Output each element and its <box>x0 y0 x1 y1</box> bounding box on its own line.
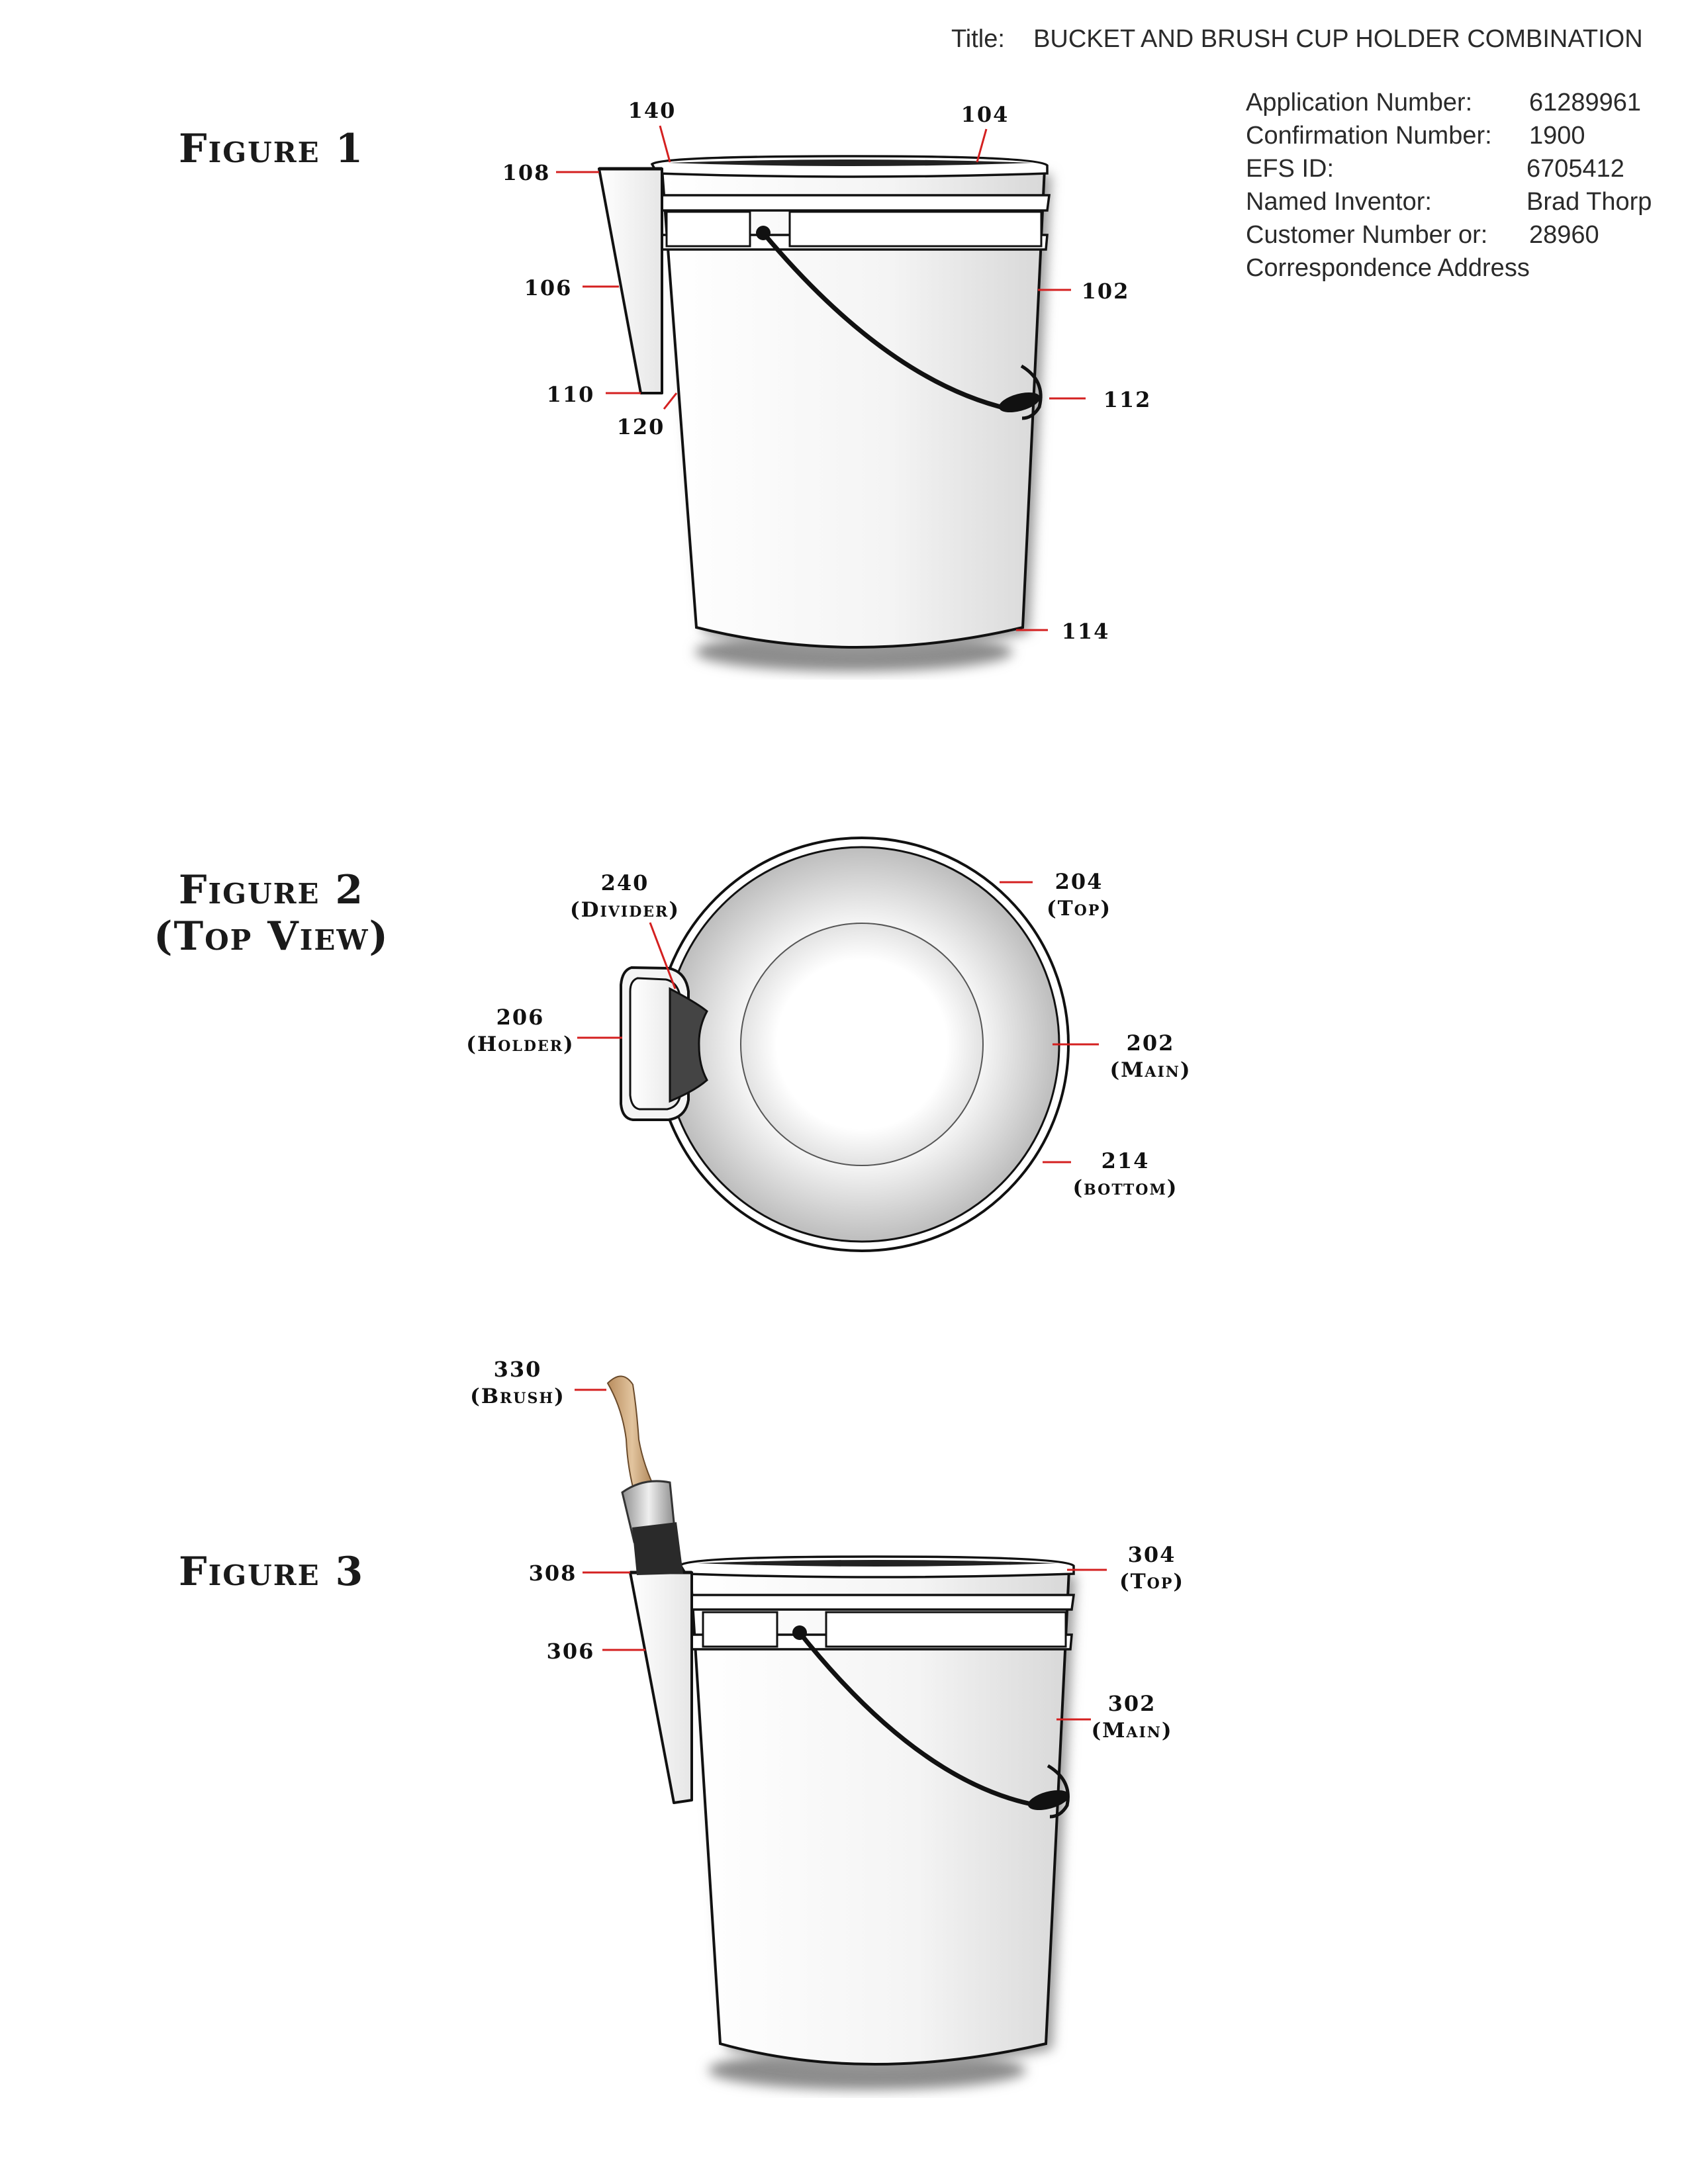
title-value: BUCKET AND BRUSH CUP HOLDER COMBINATION <box>1033 25 1643 53</box>
label-110: 110 <box>546 382 595 407</box>
label-304-sub: (Top) <box>1119 1570 1185 1594</box>
efs-id-value: 6705412 <box>1526 155 1624 183</box>
fig3-paint-brush <box>608 1376 683 1575</box>
fig3-rim <box>680 1557 1074 1577</box>
label-302-sub: (Main) <box>1091 1719 1173 1743</box>
correspondence-label: Correspondence Address <box>1246 254 1530 282</box>
application-number-value: 61289961 <box>1529 89 1642 116</box>
label-206-sub: (Holder) <box>466 1032 575 1056</box>
figure-1-drawing <box>502 98 1152 672</box>
customer-number-label: Customer Number or: <box>1246 221 1488 249</box>
fig2-bottom-disk <box>741 923 983 1165</box>
label-108: 108 <box>502 160 551 185</box>
label-304: 304 <box>1127 1542 1176 1567</box>
fig3-label-panel-left <box>703 1612 777 1647</box>
label-202-sub: (Main) <box>1109 1058 1192 1082</box>
figure-1-title: Figure 1 <box>179 126 365 172</box>
label-214: 214 <box>1101 1148 1150 1173</box>
efs-id-label: EFS ID: <box>1246 155 1335 183</box>
label-202: 202 <box>1126 1030 1175 1056</box>
label-120: 120 <box>616 414 665 439</box>
label-140: 140 <box>628 98 677 123</box>
label-306: 306 <box>546 1639 595 1664</box>
fig3-handle-pivot <box>792 1625 807 1640</box>
named-inventor-label: Named Inventor: <box>1246 188 1432 216</box>
fig3-upper-band <box>685 1595 1074 1610</box>
label-302: 302 <box>1107 1691 1156 1716</box>
label-308: 308 <box>528 1561 577 1586</box>
label-112: 112 <box>1103 387 1152 412</box>
label-104: 104 <box>961 102 1009 127</box>
customer-number-value: 28960 <box>1529 221 1599 249</box>
named-inventor-value: Brad Thorp <box>1526 188 1652 216</box>
label-330: 330 <box>493 1357 542 1382</box>
label-240: 240 <box>600 870 649 895</box>
brush-bristles <box>632 1522 683 1575</box>
figure-2-title-text: Figure 2 <box>178 867 365 913</box>
confirmation-number-label: Confirmation Number: <box>1246 122 1492 150</box>
fig1-label-panel-right <box>790 212 1041 246</box>
label-114: 114 <box>1061 619 1110 644</box>
figure-2-subtitle: (Top View) <box>154 913 389 960</box>
figure-3-drawing <box>470 1357 1184 2090</box>
label-102: 102 <box>1081 279 1130 304</box>
fig1-label-panel-left <box>667 212 750 246</box>
title-label: Title: <box>951 25 1005 53</box>
fig1-handle-pivot <box>756 226 771 240</box>
fig1-rim <box>652 156 1047 177</box>
label-106: 106 <box>524 275 573 300</box>
fig3-brush-holder <box>630 1572 692 1803</box>
application-number-label: Application Number: <box>1246 89 1473 116</box>
fig1-brush-holder <box>599 169 662 393</box>
leader-line <box>664 393 677 409</box>
label-240-sub: (Divider) <box>570 898 680 922</box>
label-204: 204 <box>1055 869 1103 894</box>
label-214-sub: (bottom) <box>1072 1176 1178 1200</box>
label-206: 206 <box>496 1005 545 1030</box>
fig3-label-panel-right <box>826 1612 1066 1647</box>
figure-3-title: Figure 3 <box>179 1549 365 1595</box>
confirmation-number-value: 1900 <box>1529 122 1585 150</box>
brush-handle <box>608 1376 657 1497</box>
label-330-sub: (Brush) <box>470 1385 565 1408</box>
fig1-upper-band <box>657 195 1049 210</box>
label-204-sub: (Top) <box>1046 897 1112 921</box>
leader-line <box>660 126 670 162</box>
figure-2-drawing <box>466 838 1191 1251</box>
